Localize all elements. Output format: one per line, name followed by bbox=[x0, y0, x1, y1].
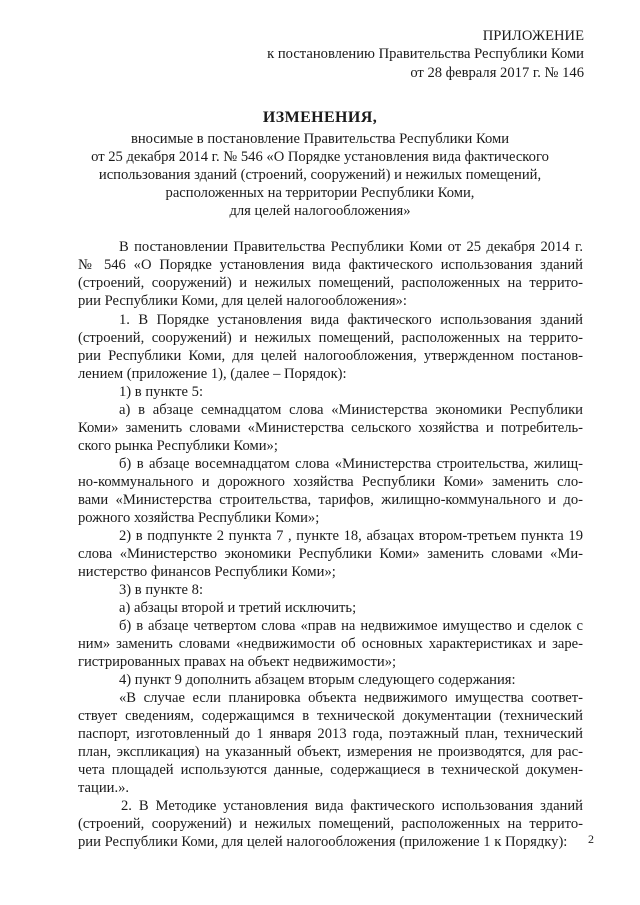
body-line: слова «Министерство экономики Республики Коми» заменить словами «Ми- bbox=[78, 546, 583, 562]
body-line: а) абзацы второй и третий исключить; bbox=[119, 600, 357, 616]
body-line: б) в абзаце восемнадцатом слова «Министерства строительства, жилищ- bbox=[119, 456, 583, 472]
body-line: вами «Министерства строительства, тарифов, жилищно-коммунального и до- bbox=[78, 492, 583, 508]
body-line: (строений, сооружений) и нежилых помещений, расположенных на террито- bbox=[78, 816, 583, 832]
body-line: рии Республики Коми, для целей налогообложения (приложение 1 к Порядку): bbox=[78, 834, 568, 850]
body-line: «В случае если планировка объекта недвижимого имущества соответ- bbox=[119, 690, 583, 706]
body-line: рии Республики Коми, для целей налогообложения, утвержденном постанов- bbox=[78, 348, 583, 364]
subtitle-line: расположенных на территории Республики Коми, bbox=[165, 185, 475, 201]
body-line: рожного хозяйства Республики Коми»; bbox=[78, 510, 320, 526]
body-line: 3) в пункте 8: bbox=[119, 582, 204, 598]
body-line: лением (приложение 1), (далее – Порядок): bbox=[78, 366, 347, 382]
body-line: чета площадей используются данные, содержащиеся в технической докумен- bbox=[78, 762, 583, 778]
page-number: 2 bbox=[588, 832, 594, 846]
body-line: В постановлении Правительства Республики Коми от 25 декабря 2014 г. bbox=[119, 239, 583, 255]
body-line: а) в абзаце семнадцатом слова «Министерства экономики Республики bbox=[119, 402, 583, 418]
body-line: 2) в подпункте 2 пункта 7 , пункте 18, абзацах втором-третьем пункта 19 bbox=[119, 528, 583, 544]
subtitle-line: вносимые в постановление Правительства Республики Коми bbox=[130, 131, 510, 147]
document-body bbox=[78, 238, 583, 851]
subtitle-line: для целей налогообложения» bbox=[229, 203, 411, 219]
body-line: паспорт, изготовленный до 1 января 2013 года, поэтажный план, технический bbox=[78, 726, 583, 742]
body-line: тации.». bbox=[78, 780, 130, 796]
body-line: 1) в пункте 5: bbox=[119, 384, 204, 400]
body-line: 4) пункт 9 дополнить абзацем вторым следующего содержания: bbox=[119, 672, 516, 688]
body-line: № 546 «О Порядке установления вида фактического использования зданий bbox=[78, 257, 583, 273]
appendix-label: ПРИЛОЖЕНИЕ bbox=[482, 28, 584, 44]
body-line: гистрированных правах на объект недвижимости»; bbox=[78, 654, 397, 670]
body-line: 1. В Порядке установления вида фактического использования зданий bbox=[119, 312, 583, 328]
body-line: рии Республики Коми, для целей налогообложения»: bbox=[78, 293, 407, 309]
subtitle-line: от 25 декабря 2014 г. № 546 «О Порядке установления вида фактического bbox=[91, 149, 549, 165]
appendix-reference: к постановлению Правительства Республики Коми bbox=[267, 46, 584, 62]
subtitle-line: использования зданий (строений, сооружений) и нежилых помещений, bbox=[98, 167, 542, 183]
body-line: ствует сведениям, содержащимся в технической документации (технический bbox=[78, 708, 583, 724]
appendix-date: от 28 февраля 2017 г. № 146 bbox=[410, 65, 584, 81]
body-line: б) в абзаце четвертом слова «прав на недвижимое имущество и сделок с bbox=[119, 618, 583, 634]
body-line: 2. В Методике установления вида фактического использования зданий bbox=[121, 798, 583, 814]
body-line: Коми» заменить словами «Министерства сельского хозяйства и потребитель- bbox=[78, 420, 583, 436]
document-title: ИЗМЕНЕНИЯ, bbox=[262, 109, 378, 126]
body-line: но-коммунального и дорожного хозяйства Республики Коми» заменить сло- bbox=[78, 474, 583, 490]
body-line: ского рынка Республики Коми»; bbox=[78, 438, 278, 454]
body-line: (строений, сооружений) и нежилых помещений, расположенных на террито- bbox=[78, 330, 583, 346]
body-line: ним» заменить словами «недвижимости об основных характеристиках и заре- bbox=[78, 636, 583, 652]
body-line: нистерство финансов Республики Коми»; bbox=[78, 564, 336, 580]
body-line: план, экспликация) на указанный объект, измерения не производятся, для рас- bbox=[78, 744, 583, 760]
body-line: (строений, сооружений) и нежилых помещений, расположенных на террито- bbox=[78, 275, 583, 291]
